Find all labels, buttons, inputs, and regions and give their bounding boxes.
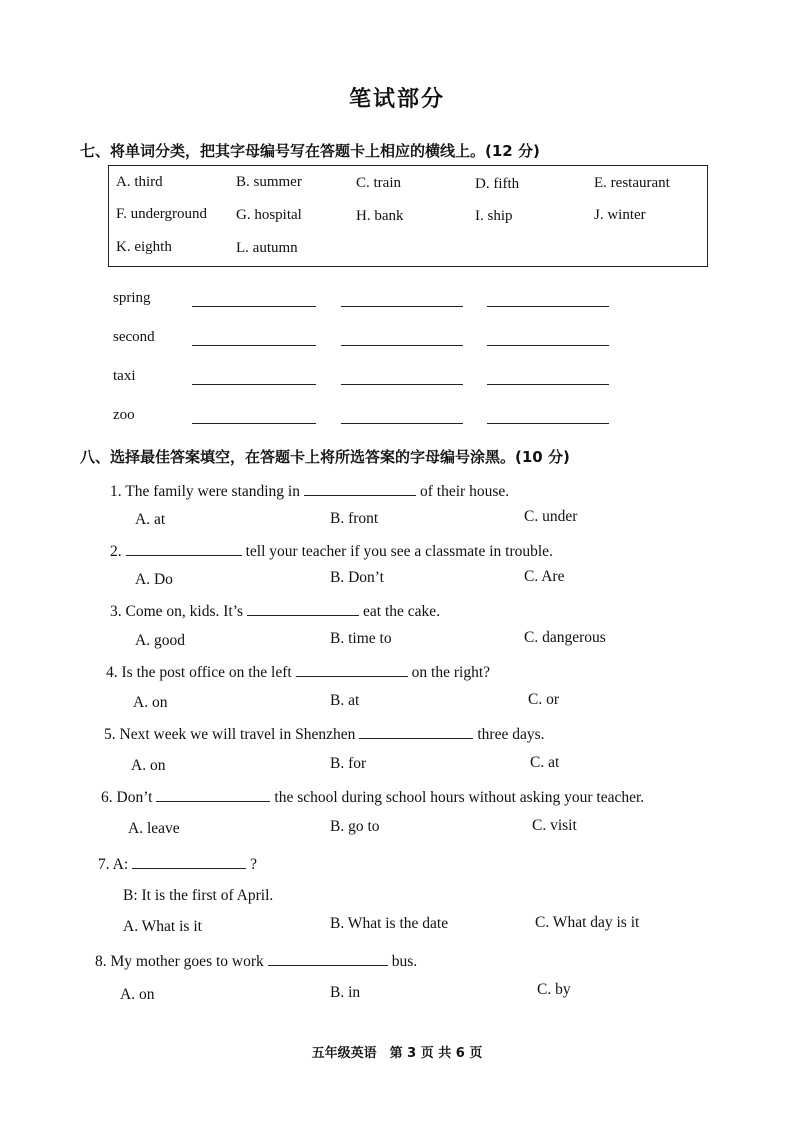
word-i: I. ship: [475, 208, 513, 224]
option-a[interactable]: A. on: [133, 694, 168, 711]
answer-line[interactable]: [192, 423, 316, 424]
question-2: 2. tell your teacher if you see a classmate in trouble.: [110, 543, 553, 560]
option-b[interactable]: B. in: [330, 984, 361, 1001]
option-b[interactable]: B. time to: [330, 630, 392, 647]
option-b[interactable]: B. go to: [330, 818, 380, 835]
option-a[interactable]: A. What is it: [123, 918, 202, 935]
fill-blank[interactable]: [359, 737, 473, 739]
option-c[interactable]: C. by: [537, 981, 571, 998]
section7-heading: 七、将单词分类，把其字母编号写在答题卡上相应的横线上。(12 分): [80, 142, 540, 160]
option-c[interactable]: C. under: [524, 508, 578, 525]
option-b[interactable]: B. What is the date: [330, 915, 449, 932]
answer-line[interactable]: [487, 306, 609, 307]
category-label: zoo: [113, 407, 135, 423]
question-5: 5. Next week we will travel in Shenzhen three days.: [104, 726, 545, 743]
option-b[interactable]: B. for: [330, 755, 367, 772]
answer-line[interactable]: [487, 384, 609, 385]
answer-line[interactable]: [341, 345, 463, 346]
option-b[interactable]: B. front: [330, 510, 379, 527]
option-a[interactable]: A. Do: [135, 571, 173, 588]
fill-blank[interactable]: [296, 675, 408, 677]
option-a[interactable]: A. on: [120, 986, 155, 1003]
fill-blank[interactable]: [132, 867, 246, 869]
word-k: K. eighth: [116, 239, 172, 255]
word-j: J. winter: [594, 207, 646, 223]
option-b[interactable]: B. Don’t: [330, 569, 384, 586]
fill-blank[interactable]: [247, 614, 359, 616]
word-h: H. bank: [356, 208, 404, 224]
word-g: G. hospital: [236, 207, 302, 223]
fill-blank[interactable]: [304, 494, 416, 496]
fill-blank[interactable]: [126, 554, 242, 556]
question-6: 6. Don’t the school during school hours without asking your teacher.: [101, 789, 645, 806]
word-e: E. restaurant: [594, 175, 670, 191]
word-b: B. summer: [236, 174, 302, 190]
question-3: 3. Come on, kids. It’s eat the cake.: [110, 603, 441, 620]
word-a: A. third: [116, 174, 163, 190]
option-c[interactable]: C. or: [528, 691, 559, 708]
option-c[interactable]: C. What day is it: [535, 914, 640, 931]
question-1: 1. The family were standing in of their house.: [110, 483, 510, 500]
category-label: spring: [113, 290, 151, 306]
option-c[interactable]: C. dangerous: [524, 629, 606, 646]
answer-line[interactable]: [341, 306, 463, 307]
word-f: F. underground: [116, 206, 208, 222]
word-d: D. fifth: [475, 176, 520, 192]
answer-line[interactable]: [341, 423, 463, 424]
question-7: 7. A: ?: [98, 856, 258, 873]
answer-line[interactable]: [192, 345, 316, 346]
option-c[interactable]: C. Are: [524, 568, 565, 585]
option-a[interactable]: A. at: [135, 511, 166, 528]
question-8: 8. My mother goes to work bus.: [95, 953, 418, 970]
section8-heading: 八、选择最佳答案填空，在答题卡上将所选答案的字母编号涂黑。(10 分): [80, 448, 570, 466]
option-b[interactable]: B. at: [330, 692, 360, 709]
fill-blank[interactable]: [156, 800, 270, 802]
option-c[interactable]: C. visit: [532, 817, 577, 834]
option-a[interactable]: A. on: [131, 757, 166, 774]
answer-line[interactable]: [487, 423, 609, 424]
answer-line[interactable]: [487, 345, 609, 346]
category-label: taxi: [113, 368, 136, 384]
page-footer: 五年级英语 第 3 页 共 6 页: [311, 1046, 483, 1061]
word-bank-box: [108, 165, 708, 267]
answer-line[interactable]: [192, 306, 316, 307]
answer-line[interactable]: [192, 384, 316, 385]
word-l: L. autumn: [236, 240, 298, 256]
reply-line: B: It is the first of April.: [123, 887, 274, 904]
option-a[interactable]: A. leave: [128, 820, 180, 837]
page-title: 笔试部分: [348, 87, 445, 112]
fill-blank[interactable]: [268, 964, 388, 966]
option-c[interactable]: C. at: [530, 754, 560, 771]
category-label: second: [113, 329, 155, 345]
word-c: C. train: [356, 175, 401, 191]
question-4: 4. Is the post office on the left on the right?: [106, 664, 491, 681]
option-a[interactable]: A. good: [135, 632, 185, 649]
answer-line[interactable]: [341, 384, 463, 385]
